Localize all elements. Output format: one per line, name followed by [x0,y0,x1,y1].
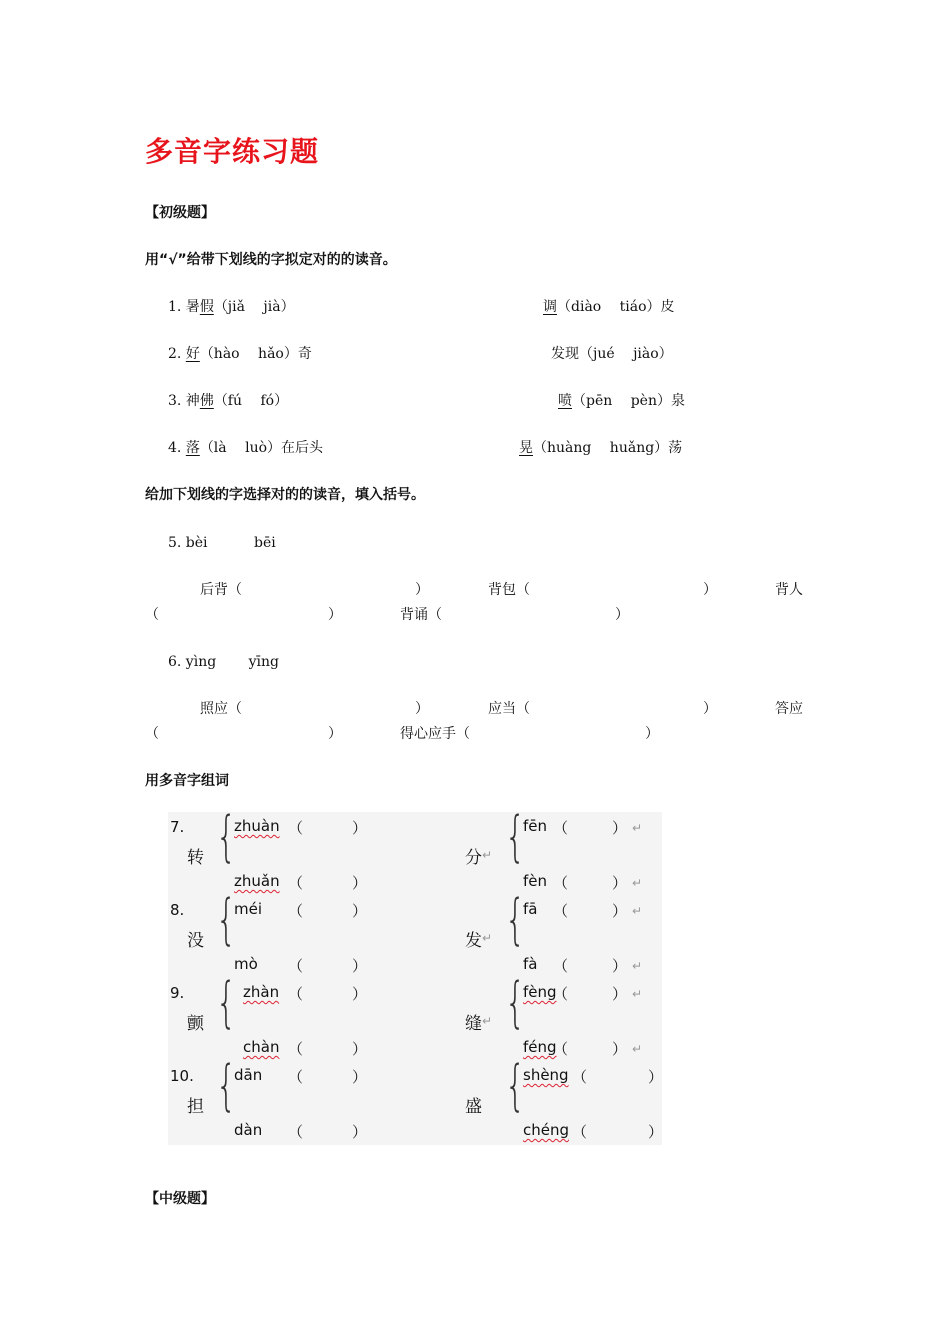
blank-paren-open: （ [288,1068,304,1086]
q5-paren: ） [703,582,717,598]
blank-paren-open: （ [553,985,569,1003]
q5-paren: ） [615,607,629,623]
blank-paren-close: ） [612,985,628,1003]
return-mark: ↵ [632,959,643,973]
question-5-label: 5. bèi bēi [168,535,276,551]
blank-paren-close: ） [612,874,628,892]
q5-item-text: 背人 [775,582,803,598]
pinyin-option: fā [523,900,538,918]
question-3b: 喷（pēn pèn）泉 [558,393,685,409]
q6-item-text: 答应 [775,701,803,717]
blank-paren-close: ） [648,1123,664,1141]
brace-left: { [215,888,237,951]
pinyin-option: zhàn [243,983,280,1001]
question-1b: 调（diào tiáo）皮 [543,299,675,315]
question-1: 1. 暑假（jiǎ jià） [168,299,295,315]
pinyin-option: fèn [523,872,548,890]
blank-paren-close: ） [612,957,628,975]
blank-paren-open: （ [553,1040,569,1058]
polyphone-char: 转 [187,848,204,868]
question-2: 2. 好（hào hǎo）奇 [168,346,312,362]
q5-paren: ） [415,582,429,598]
blank-paren-open: （ [288,902,304,920]
q6-paren: ） [328,726,342,742]
blank-paren-open: （ [288,1040,304,1058]
brace-left: { [215,805,237,868]
blank-paren-open: （ [572,1068,588,1086]
pinyin-option: chéng [523,1121,570,1139]
question-4: 4. 落（là luò）在后头 [168,440,324,456]
q5-paren: （ [145,607,159,623]
blank-paren-open: （ [553,819,569,837]
instruction-2: 给加下划线的字选择对的的读音，填入括号。 [145,487,425,503]
return-mark: ↵ [632,821,643,835]
page-title: 多音字练习题 [145,135,320,168]
group-number: 9. [170,984,185,1002]
return-mark: ↵ [632,904,643,918]
blank-paren-open: （ [553,957,569,975]
blank-paren-open: （ [553,902,569,920]
pinyin-option: zhuǎn [234,872,280,890]
q6-item-text: 照应（ [200,701,242,717]
instruction-1: 用“√”给带下划线的字拟定对的的读音。 [145,252,397,268]
blank-paren-open: （ [288,985,304,1003]
pinyin-option: chàn [243,1038,280,1056]
blank-paren-close: ） [612,1040,628,1058]
q5-item-text: 后背（ [200,582,242,598]
pinyin-option: féng [523,1038,557,1056]
q6-paren: ） [645,726,659,742]
pinyin-option: dān [234,1066,263,1084]
blank-paren-close: ） [612,819,628,837]
section-heading-basic: 【初级题】 [145,205,215,221]
polyphone-grid [168,805,662,1145]
blank-paren-close: ） [352,957,368,975]
section-heading-intermediate: 【中级题】 [145,1191,215,1207]
polyphone-char: 盛 [465,1097,482,1117]
polyphone-char: 缝 [465,1014,482,1034]
instruction-3: 用多音字组词 [145,773,229,789]
polyphone-char: 发 [465,931,482,951]
q6-paren: ） [415,701,429,717]
group-number: 8. [170,901,185,919]
return-mark: ↵ [482,848,493,862]
return-mark: ↵ [632,876,643,890]
blank-paren-open: （ [553,874,569,892]
return-mark: ↵ [482,931,493,945]
q6-paren: ） [703,701,717,717]
polyphone-char: 没 [187,931,204,951]
q5-item-text: 背诵（ [400,607,442,623]
blank-paren-close: ） [352,902,368,920]
question-2b: 发现（jué jiào） [551,346,673,362]
blank-paren-open: （ [288,957,304,975]
polyphone-char: 分 [465,848,482,868]
pinyin-option: fà [523,955,538,973]
group-number: 7. [170,818,185,836]
return-mark: ↵ [482,1014,493,1028]
brace-left: { [215,971,237,1034]
blank-paren-open: （ [288,819,304,837]
pinyin-option: mò [234,955,258,973]
return-mark: ↵ [632,987,643,1001]
blank-paren-close: ） [352,874,368,892]
polyphone-char: 担 [187,1097,204,1117]
question-6-label: 6. yìng yīng [168,654,279,670]
blank-paren-close: ） [352,1123,368,1141]
return-mark: ↵ [632,1042,643,1056]
polyphone-char: 颤 [187,1014,204,1034]
q6-item-text: 得心应手（ [400,726,470,742]
pinyin-option: fèng [523,983,557,1001]
question-4b: 晃（huàng huǎng）荡 [519,440,683,456]
blank-paren-close: ） [352,1040,368,1058]
blank-paren-close: ） [352,819,368,837]
blank-paren-close: ） [612,902,628,920]
q5-paren: ） [328,607,342,623]
pinyin-option: zhuàn [234,817,280,835]
blank-paren-close: ） [648,1068,664,1086]
blank-paren-open: （ [572,1123,588,1141]
pinyin-option: shèng [523,1066,569,1084]
q5-item-text: 背包（ [488,582,530,598]
brace-right: { [504,805,526,868]
pinyin-option: fēn [523,817,548,835]
blank-paren-open: （ [288,874,304,892]
pinyin-option: méi [234,900,263,918]
brace-right: { [504,1054,526,1117]
q6-paren: （ [145,726,159,742]
blank-paren-close: ） [352,985,368,1003]
group-number: 10. [170,1067,194,1085]
brace-left: { [215,1054,237,1117]
q6-item-text: 应当（ [488,701,530,717]
brace-right: { [504,888,526,951]
blank-paren-close: ） [352,1068,368,1086]
pinyin-option: dàn [234,1121,263,1139]
blank-paren-open: （ [288,1123,304,1141]
brace-right: { [504,971,526,1034]
question-3: 3. 神佛（fú fó） [168,393,289,409]
